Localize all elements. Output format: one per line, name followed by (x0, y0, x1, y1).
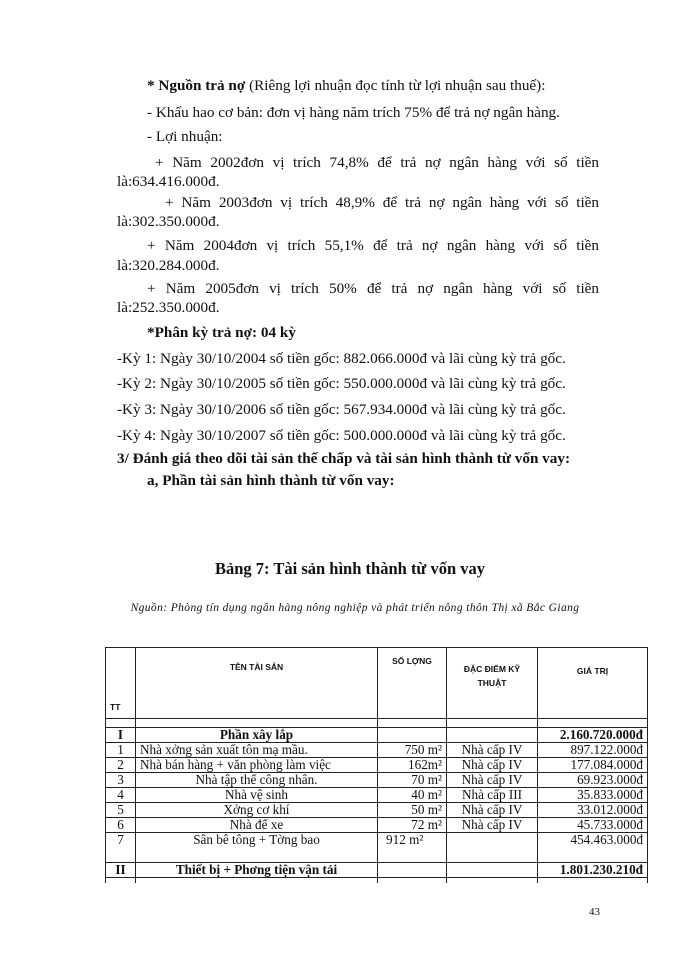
section-1-name: Phần xây lắp (136, 728, 378, 743)
row-qty: 162m² (378, 758, 447, 773)
ky-3-line: -Kỳ 3: Ngày 30/10/2006 số tiền gốc: 567.934.000đ và lãi cùng kỳ trả gốc. (117, 401, 566, 418)
row-value: 897.122.000đ (538, 743, 648, 758)
row-tt: 5 (106, 803, 136, 818)
row-tt: 4 (106, 788, 136, 803)
section-1-tt: I (106, 728, 136, 743)
profit-line: - Lợi nhuận: (147, 128, 223, 145)
section-1-value: 2.160.720.000đ (538, 728, 648, 743)
repayment-source-note: (Riêng lợi nhuận đọc tính từ lợi nhuận sau thuế): (245, 77, 546, 94)
table-source: Nguồn: Phòng tín dụng ngân hàng nông nghiệp và phát triển nông thôn Thị xã Bắc Giang (130, 602, 580, 614)
row-spec: Nhà cấp III (447, 788, 538, 803)
section-row-1 (106, 728, 648, 743)
table-row (106, 743, 648, 758)
depreciation-line: - Khấu hao cơ bản: đơn vị hàng năm trích 75% để trả nợ ngân hàng. (147, 104, 560, 121)
year-2003-line2: là:302.350.000đ. (117, 213, 220, 230)
table-row (106, 758, 648, 773)
header-so-luong: SỐ LỢNG (378, 648, 447, 719)
row-name: Xởng cơ khí (136, 803, 378, 818)
year-2005-line1: + Năm 2005đơn vị trích 50% để trả nợ ngân hàng với số tiền (147, 280, 599, 297)
row-qty: 50 m² (378, 803, 447, 818)
year-2004-line2: là:320.284.000đ. (117, 257, 220, 274)
row-value: 177.084.000đ (538, 758, 648, 773)
sub-heading-a: a, Phần tài sản hình thành từ vốn vay: (147, 472, 395, 489)
row-spec: Nhà cấp IV (447, 803, 538, 818)
row-qty: 72 m² (378, 818, 447, 833)
phan-ky-heading: *Phân kỳ trả nợ: 04 kỳ (147, 324, 296, 341)
row-value: 69.923.000đ (538, 773, 648, 788)
table-row (106, 833, 648, 863)
section-2-value: 1.801.230.210đ (538, 863, 648, 878)
row-name: Nhà xởng sản xuất tôn mạ mầu. (136, 743, 378, 758)
row-qty: 40 m² (378, 788, 447, 803)
row-spec: Nhà cấp IV (447, 818, 538, 833)
row-qty: 912 m² (378, 833, 447, 863)
row-value: 35.833.000đ (538, 788, 648, 803)
table-row (106, 773, 648, 788)
page-number: 43 (589, 906, 600, 918)
row-value: 454.463.000đ (538, 833, 648, 863)
row-tt: 6 (106, 818, 136, 833)
table-row (106, 788, 648, 803)
row-name: Nhà tập thể công nhân. (136, 773, 378, 788)
header-tt: TT (106, 648, 136, 719)
ky-4-line: -Kỳ 4: Ngày 30/10/2007 số tiền gốc: 500.000.000đ và lãi cùng kỳ trả gốc. (117, 427, 566, 444)
row-spec: Nhà cấp IV (447, 743, 538, 758)
table-row (106, 803, 648, 818)
row-spec: Nhà cấp IV (447, 758, 538, 773)
year-2005-line2: là:252.350.000đ. (117, 299, 220, 316)
row-tt: 3 (106, 773, 136, 788)
ky-1-line: -Kỳ 1: Ngày 30/10/2004 số tiền gốc: 882.066.000đ và lãi cùng kỳ trả gốc. (117, 350, 566, 367)
year-2004-line1: + Năm 2004đơn vị trích 55,1% để trả nợ ngân hàng với số tiền (147, 237, 599, 254)
header-dac-diem: ĐẶC ĐIỂM KỸ THUẬT (447, 648, 538, 719)
row-name: Nhà vệ sinh (136, 788, 378, 803)
section-row-2 (106, 863, 648, 878)
row-value: 45.733.000đ (538, 818, 648, 833)
header-gia-tri: GIÁ TRỊ (538, 648, 648, 719)
year-2003-line1: + Năm 2003đơn vị trích 48,9% để trả nợ ngân hàng với số tiền (165, 194, 599, 211)
row-value: 33.012.000đ (538, 803, 648, 818)
asset-table (105, 647, 648, 883)
year-2002-line1: + Năm 2002đơn vị trích 74,8% để trả nợ ngân hàng với số tiền (155, 154, 599, 171)
table-row (106, 818, 648, 833)
section-2-tt: II (106, 863, 136, 878)
row-tt: 2 (106, 758, 136, 773)
row-tt: 7 (106, 833, 136, 863)
row-name: Nhà bán hàng + văn phòng làm việc (136, 758, 378, 773)
row-qty: 70 m² (378, 773, 447, 788)
repayment-source-line (147, 76, 545, 96)
row-tt: 1 (106, 743, 136, 758)
row-qty: 750 m² (378, 743, 447, 758)
row-name: Sân bê tông + Tờng bao (136, 833, 378, 863)
row-name: Nhà để xe (136, 818, 378, 833)
cut-off-row (106, 878, 648, 884)
row-spec: Nhà cấp IV (447, 773, 538, 788)
year-2002-line2: là:634.416.000đ. (117, 173, 220, 190)
repayment-source-label: * Nguồn trả nợ (147, 77, 246, 94)
row-spec (447, 833, 538, 863)
section-2-name: Thiết bị + Phơng tiện vận tải (136, 863, 378, 878)
table-header-row (106, 648, 648, 719)
ky-2-line: -Kỳ 2: Ngày 30/10/2005 số tiền gốc: 550.000.000đ và lãi cùng kỳ trả gốc. (117, 375, 566, 392)
header-ten: TÊN TÀI SẢN (136, 648, 378, 719)
section-3-heading: 3/ Đánh giá theo dõi tài sản thế chấp và tài sản hình thành từ vốn vay: (117, 450, 571, 467)
table-title: Bảng 7: Tài sản hình thành từ vốn vay (214, 559, 486, 578)
